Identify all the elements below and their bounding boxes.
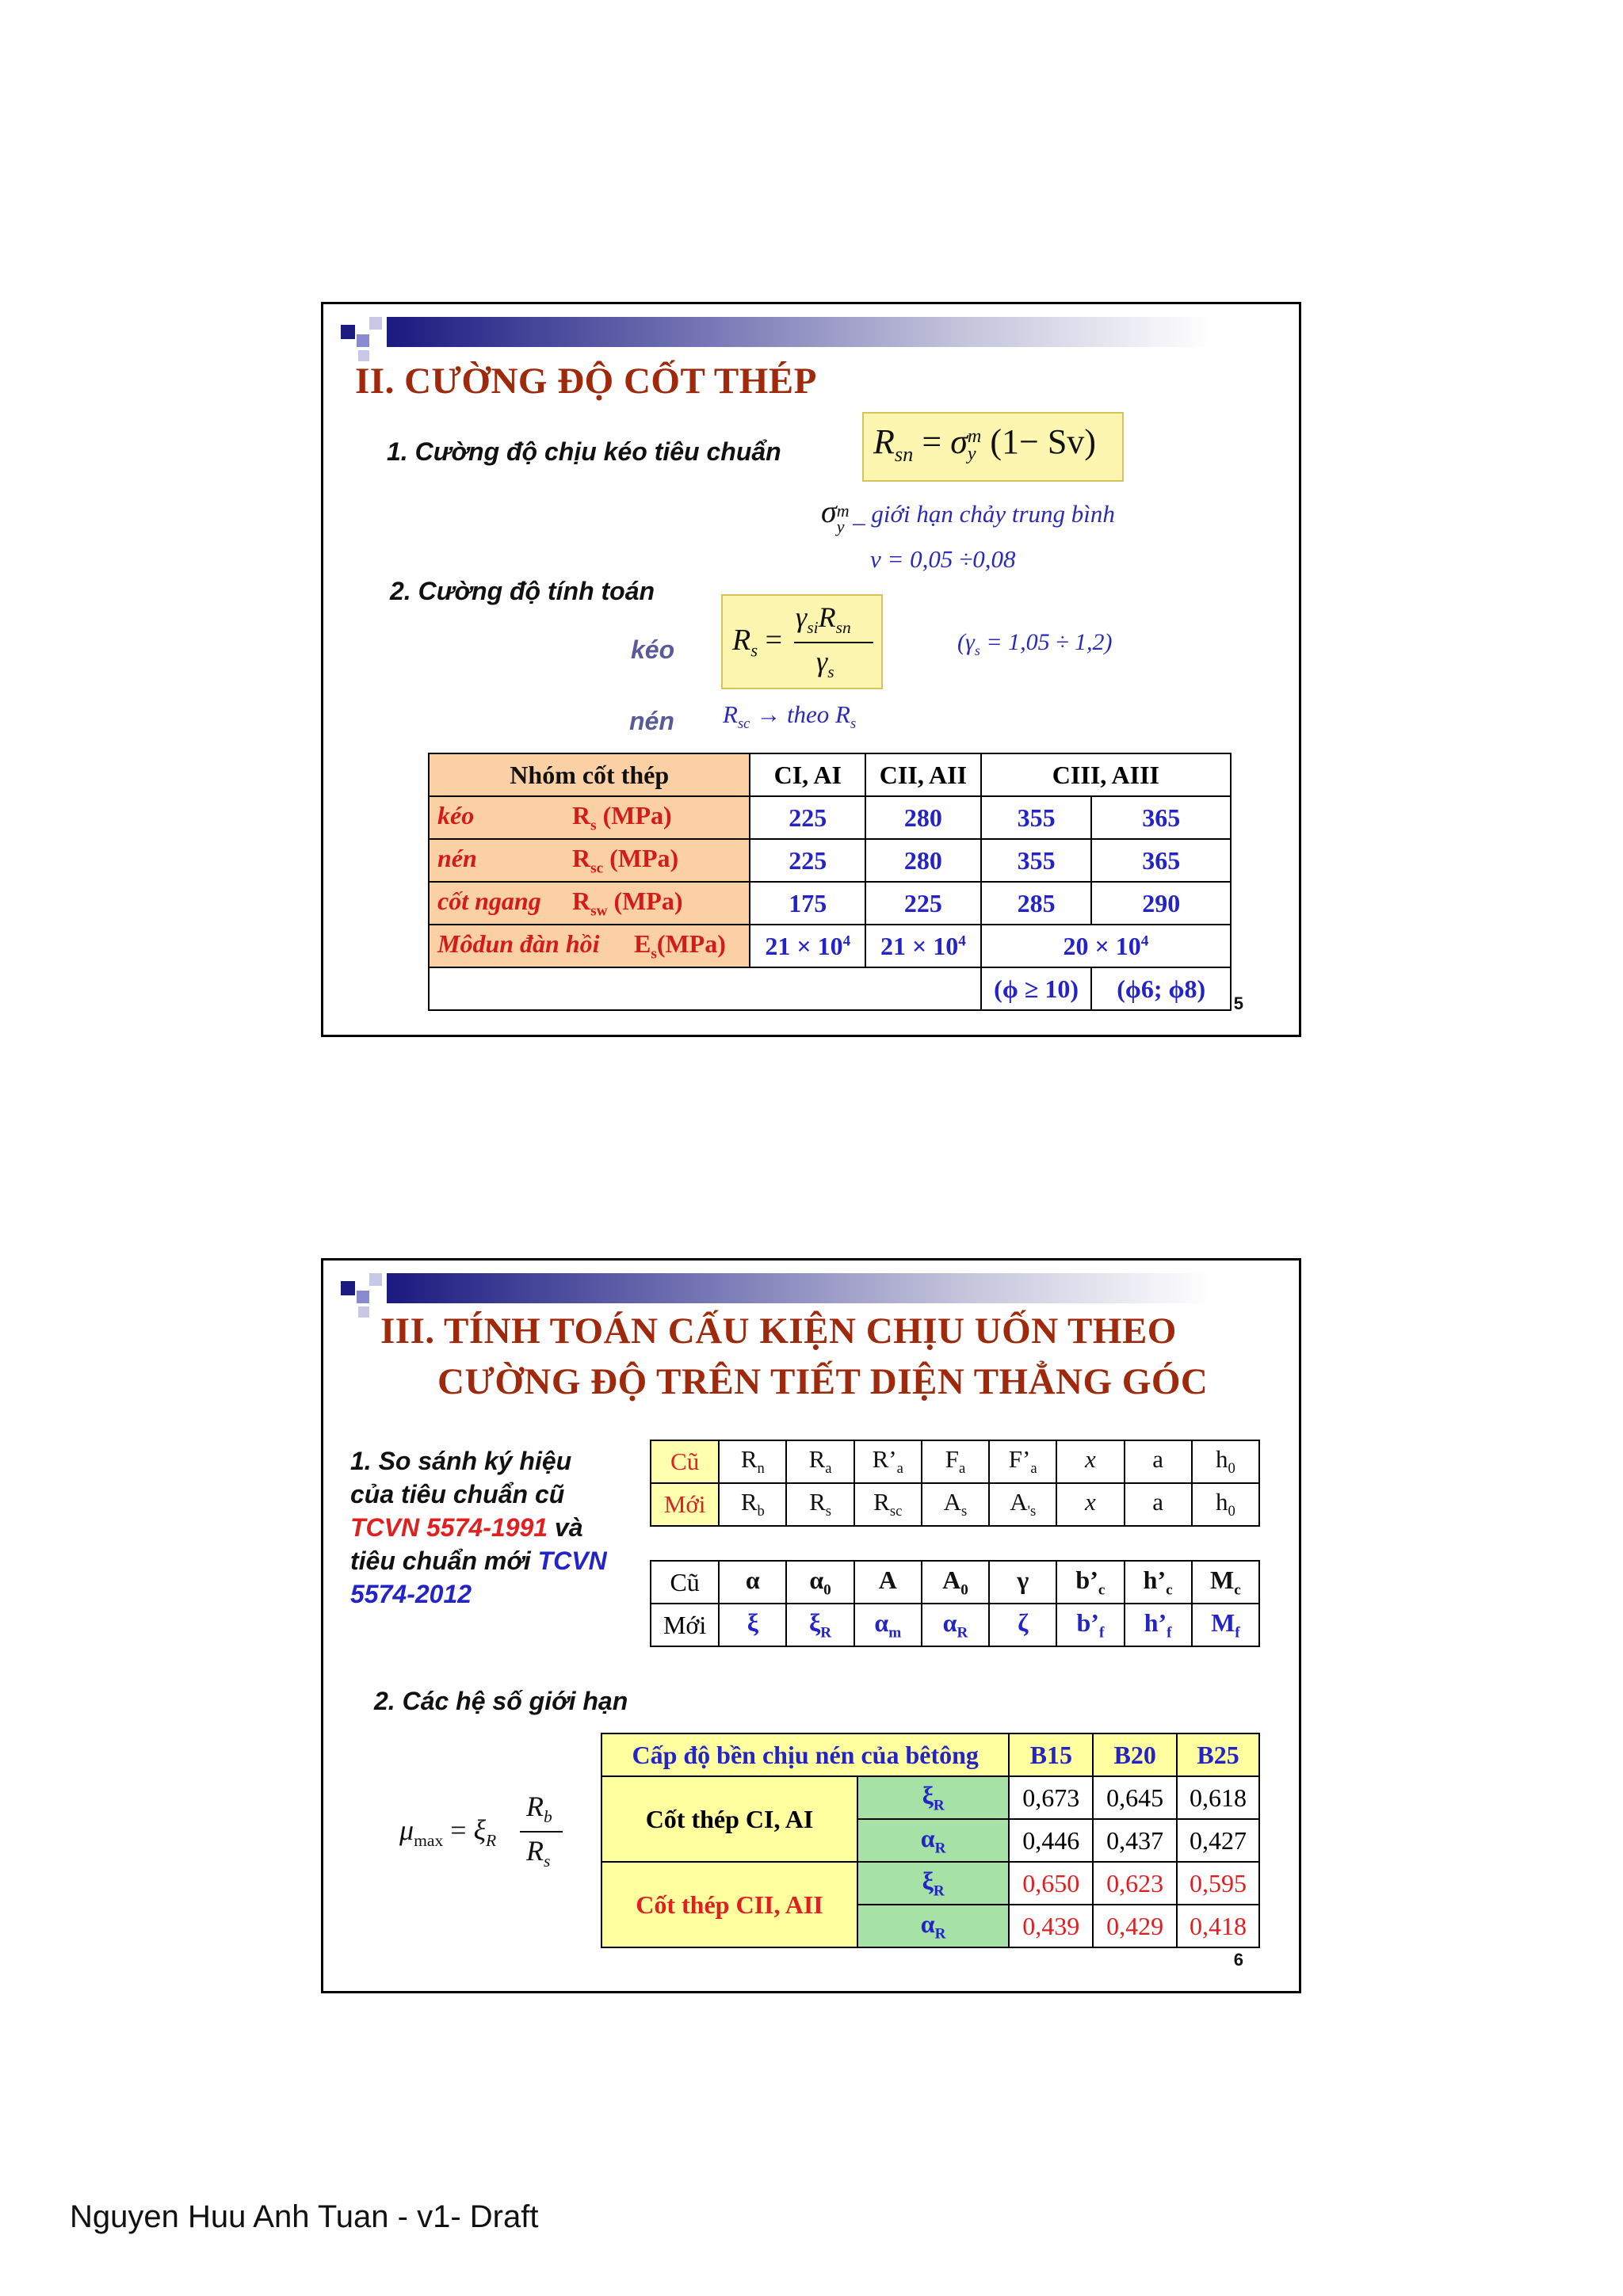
coef-symbol: ξ: [922, 1780, 934, 1810]
table-row: [429, 925, 1231, 967]
notation-symbol: α: [745, 1565, 760, 1594]
table-cell: 0,618: [1177, 1776, 1259, 1819]
formula-subscript: s: [750, 640, 758, 661]
notation-cell: [786, 1561, 854, 1604]
row-label-cell: Cũ: [651, 1561, 719, 1604]
table-header-row: [429, 753, 1231, 796]
notation-subscript: c: [1098, 1581, 1106, 1599]
table-cell: (ϕ ≥ 10): [981, 967, 1092, 1010]
notation-symbol: R’: [872, 1445, 897, 1474]
notation-symbol: b’: [1075, 1565, 1098, 1594]
table-cell: (ϕ6; ϕ8): [1091, 967, 1231, 1010]
exponent: 4: [842, 932, 851, 949]
gamma-range-note: [957, 629, 1113, 659]
notation-symbol: h’: [1143, 1565, 1167, 1594]
formula-subscript: si: [807, 618, 819, 638]
table-header-cell: B25: [1177, 1733, 1259, 1776]
row-label-cell: Cũ: [651, 1440, 719, 1483]
denominator-subscript: s: [544, 1852, 551, 1871]
notation-subscript: c: [1166, 1581, 1173, 1599]
exponent: 4: [958, 932, 966, 949]
table-cell: 285: [981, 882, 1092, 925]
item-2-heading: 2. Các hệ số giới hạn: [374, 1687, 628, 1715]
symbol-cell: [857, 1819, 1009, 1862]
table-cell: 0,418: [1177, 1905, 1259, 1947]
notation-cell: [922, 1440, 989, 1483]
formula-rs-denominator: [816, 645, 834, 682]
notation-symbol: h’: [1144, 1608, 1167, 1637]
fraction-bar: [520, 1831, 563, 1833]
table-cell: 290: [1091, 882, 1231, 925]
notation-cell: [1192, 1604, 1259, 1646]
formula-sigma: σ: [950, 422, 968, 461]
limit-coefficient-table: [601, 1733, 1260, 1948]
table-cell: 365: [1091, 796, 1231, 839]
table-header-cell: B15: [1009, 1733, 1093, 1776]
notation-symbol: A: [1010, 1488, 1028, 1516]
notation-comparison-table-1: [650, 1440, 1260, 1527]
notation-symbol: F’: [1008, 1445, 1031, 1474]
gamma-subscript: s: [974, 643, 980, 658]
notation-cell: [989, 1604, 1056, 1646]
row-label-cell: [429, 839, 750, 882]
numerator-subscript: b: [544, 1807, 552, 1827]
table-empty-cell: [429, 967, 981, 1010]
table-cell: [750, 925, 865, 967]
notation-subscript: a: [1030, 1460, 1037, 1478]
formula-rsn-box: [862, 412, 1124, 482]
mu-subscript: max: [414, 1831, 444, 1851]
sigma-description: _ giới hạn chảy trung bình: [853, 500, 1115, 528]
fraction-bar: [794, 642, 873, 643]
table-cell: 225: [750, 796, 865, 839]
item-1-heading: 1. Cường độ chịu kéo tiêu chuẩn: [387, 437, 781, 466]
notation-symbol: R: [809, 1488, 826, 1516]
row-subscript: sw: [590, 902, 608, 920]
notation-cell: [719, 1483, 786, 1526]
coef-subscript: R: [934, 1840, 946, 1857]
notation-symbol: b’: [1076, 1608, 1099, 1637]
formula-subscript: y: [967, 442, 976, 464]
table-row: [429, 839, 1231, 882]
slide-title: II. CƯỜNG ĐỘ CỐT THÉP: [355, 360, 817, 402]
table-cell: 175: [750, 882, 865, 925]
notation-symbol: a: [1152, 1488, 1164, 1516]
notation-symbol: F: [945, 1445, 959, 1474]
coef-subscript: R: [934, 1925, 946, 1943]
formula-superscript: m: [967, 425, 982, 448]
notation-comparison-table-2: [650, 1560, 1260, 1647]
notation-subscript: 0: [1228, 1503, 1235, 1520]
row-label: kéo: [437, 800, 475, 830]
formula-symbol: R: [873, 422, 895, 461]
table-cell: 0,446: [1009, 1819, 1093, 1862]
notation-symbol: R: [808, 1445, 826, 1474]
notation-subscript: sc: [889, 1503, 903, 1520]
notation-subscript: R: [957, 1624, 968, 1642]
notation-symbol: A: [943, 1488, 962, 1516]
group-label-cell: Cốt thép CII, AII: [601, 1862, 857, 1947]
notation-symbol: a: [1152, 1445, 1164, 1474]
heading-line: 1. So sánh ký hiệu: [350, 1447, 572, 1475]
coef-subscript: R: [933, 1797, 945, 1814]
sigma-note: [821, 493, 1115, 535]
notation-cell: [854, 1604, 922, 1646]
gamma-range: = 1,05 ÷ 1,2): [980, 629, 1113, 655]
notation-cell: [1192, 1561, 1259, 1604]
gamma-symbol: γ: [965, 629, 975, 655]
formula-equals: =: [450, 1814, 467, 1846]
notation-subscript: 's: [1027, 1503, 1037, 1520]
notation-subscript: f: [1235, 1624, 1240, 1642]
table-cell: 0,673: [1009, 1776, 1093, 1819]
exponent: 4: [1140, 932, 1149, 949]
modulus-value: 21 × 10: [880, 931, 959, 960]
formula-rsn: [873, 421, 1096, 467]
notation-symbol: α: [942, 1608, 957, 1637]
formula-gamma: γ: [816, 646, 828, 677]
modulus-value: 20 × 10: [1063, 931, 1141, 960]
notation-cell: [1056, 1604, 1124, 1646]
table-header-cell: Cấp độ bền chịu nén của bêtông: [601, 1733, 1009, 1776]
notation-subscript: f: [1167, 1624, 1172, 1642]
notation-subscript: a: [825, 1460, 832, 1478]
sigma-subscript: y: [836, 516, 845, 536]
formula-rest: (1− Sv): [990, 422, 1096, 461]
notation-symbol: h: [1215, 1445, 1228, 1474]
title-gradient-bar: [387, 317, 1211, 347]
table-row: [601, 1862, 1259, 1905]
notation-cell: [922, 1604, 989, 1646]
row-subscript: s: [590, 817, 597, 834]
notation-subscript: c: [1234, 1581, 1241, 1599]
new-standard: TCVN: [537, 1547, 607, 1575]
notation-cell: [1125, 1561, 1192, 1604]
table-cell: 0,650: [1009, 1862, 1093, 1905]
nen-arrow-text: → theo R: [750, 700, 850, 728]
table-row: [651, 1604, 1259, 1646]
mu-symbol: μ: [399, 1814, 414, 1846]
symbol-cell: [857, 1862, 1009, 1905]
new-standard: 5574-2012: [350, 1580, 472, 1608]
slide-6: [321, 1258, 1301, 1993]
notation-cell: [719, 1440, 786, 1483]
notation-cell: [989, 1483, 1056, 1526]
mu-max-formula: [399, 1790, 582, 1885]
row-subscript: s: [651, 945, 657, 963]
row-label: cốt ngang: [437, 886, 541, 915]
notation-symbol: R: [740, 1445, 758, 1474]
table-cell: 0,439: [1009, 1905, 1093, 1947]
symbol-cell: [857, 1776, 1009, 1819]
row-label: nén: [437, 843, 477, 872]
table-row: [651, 1440, 1259, 1483]
row-label: Môdun đàn hồi: [437, 929, 600, 958]
row-symbol: E: [634, 929, 651, 958]
notation-symbol: α: [809, 1565, 824, 1594]
notation-symbol: A: [942, 1565, 961, 1594]
row-symbol: R: [572, 886, 591, 915]
symbol-cell: [857, 1905, 1009, 1947]
row-unit: (MPa): [613, 886, 683, 915]
notation-cell: [719, 1604, 786, 1646]
footer-author: Nguyen Huu Anh Tuan - v1- Draft: [70, 2199, 539, 2234]
table-row: [651, 1561, 1259, 1604]
table-cell: 0,623: [1093, 1862, 1177, 1905]
table-header-cell: CII, AII: [865, 753, 981, 796]
keo-label: kéo: [631, 635, 675, 664]
coef-symbol: α: [920, 1909, 935, 1938]
numerator-symbol: R: [526, 1791, 544, 1822]
nen-symbol: R: [723, 700, 738, 728]
sigma-superscript: m: [836, 500, 850, 521]
item-1-heading: [350, 1444, 607, 1611]
heading-line: của tiêu chuẩn cũ: [350, 1480, 565, 1508]
notation-symbol: M: [1211, 1608, 1235, 1637]
notation-symbol: x: [1085, 1445, 1096, 1474]
nen-note: [723, 700, 856, 733]
notation-cell: [1125, 1604, 1192, 1646]
notation-cell: [989, 1561, 1056, 1604]
paren: (: [957, 629, 965, 655]
formula-subscript: sn: [894, 441, 914, 466]
formula-equals: =: [765, 624, 783, 657]
notation-cell: [1192, 1483, 1259, 1526]
notation-subscript: 0: [960, 1581, 968, 1599]
xi-subscript: R: [486, 1831, 497, 1851]
slide-title-line-1: III. TÍNH TOÁN CẤU KIỆN CHỊU UỐN THEO: [380, 1310, 1177, 1352]
notation-symbol: h: [1215, 1488, 1228, 1516]
table-cell: 365: [1091, 839, 1231, 882]
table-row: [429, 967, 1231, 1010]
notation-subscript: n: [757, 1460, 765, 1478]
notation-cell: [1125, 1483, 1192, 1526]
row-symbol: R: [572, 843, 591, 872]
formula-rs-numerator: [796, 601, 851, 638]
notation-symbol: ξ: [808, 1608, 821, 1637]
table-header-cell: CIII, AIII: [981, 753, 1231, 796]
table-cell: [865, 925, 981, 967]
formula-symbol: R: [818, 601, 836, 633]
notation-subscript: R: [820, 1624, 832, 1642]
denominator-symbol: R: [526, 1835, 544, 1867]
table-cell: 225: [750, 839, 865, 882]
table-cell: 280: [865, 796, 981, 839]
notation-subscript: m: [888, 1624, 902, 1642]
old-standard: TCVN 5574-1991: [350, 1513, 548, 1542]
notation-subscript: s: [961, 1503, 968, 1520]
table-header-cell: Nhóm cốt thép: [429, 753, 750, 796]
formula-gamma: γ: [796, 601, 808, 633]
table-cell: 0,595: [1177, 1862, 1259, 1905]
notation-symbol: α: [874, 1608, 889, 1637]
table-cell: 0,429: [1093, 1905, 1177, 1947]
table-cell: 225: [865, 882, 981, 925]
notation-symbol: ξ: [747, 1608, 758, 1637]
nen-subscript: s: [850, 715, 857, 733]
notation-symbol: M: [1210, 1565, 1235, 1594]
slide-title-line-2: CƯỜNG ĐỘ TRÊN TIẾT DIỆN THẲNG GÓC: [437, 1361, 1209, 1402]
table-cell: 355: [981, 796, 1092, 839]
table-row: [429, 882, 1231, 925]
steel-strength-table: [428, 753, 1232, 1011]
row-symbol: R: [572, 800, 591, 830]
coef-subscript: R: [933, 1882, 945, 1900]
notation-cell: [854, 1440, 922, 1483]
table-cell: 0,427: [1177, 1819, 1259, 1862]
heading-text: và: [548, 1513, 583, 1542]
row-unit: (MPa): [656, 929, 726, 958]
formula-rs-lhs: [732, 623, 782, 662]
notation-symbol: ζ: [1018, 1608, 1029, 1637]
notation-cell: [719, 1561, 786, 1604]
heading-line: [350, 1544, 607, 1577]
modulus-value: 21 × 10: [765, 931, 843, 960]
slide-5: [321, 302, 1301, 1037]
table-cell: [981, 925, 1231, 967]
row-unit: (MPa): [602, 800, 672, 830]
v-range-note: v = 0,05 ÷0,08: [870, 545, 1016, 573]
formula-symbol: R: [732, 624, 751, 657]
notation-cell: [922, 1483, 989, 1526]
notation-subscript: a: [958, 1460, 966, 1478]
page-number: 5: [1233, 994, 1243, 1013]
xi-symbol: ξ: [473, 1814, 486, 1846]
notation-cell: [786, 1604, 854, 1646]
notation-cell: [854, 1561, 922, 1604]
notation-cell: [922, 1561, 989, 1604]
notation-subscript: b: [757, 1503, 765, 1520]
table-row: [429, 796, 1231, 839]
table-header-row: [601, 1733, 1259, 1776]
coef-symbol: ξ: [922, 1866, 934, 1895]
notation-cell: [989, 1440, 1056, 1483]
notation-cell: [1192, 1440, 1259, 1483]
table-cell: 280: [865, 839, 981, 882]
formula-rs-box: [721, 594, 883, 689]
row-label-cell: [429, 925, 750, 967]
notation-cell: [854, 1483, 922, 1526]
notation-subscript: f: [1098, 1624, 1105, 1642]
table-header-cell: B20: [1093, 1733, 1177, 1776]
notation-subscript: a: [896, 1460, 903, 1478]
notation-symbol: A: [878, 1565, 897, 1594]
row-label-cell: [429, 796, 750, 839]
notation-cell: [786, 1483, 854, 1526]
notation-symbol: x: [1085, 1488, 1096, 1516]
notation-symbol: R: [873, 1488, 890, 1516]
nen-label: nén: [629, 707, 674, 735]
notation-subscript: 0: [823, 1581, 831, 1599]
table-row: [651, 1483, 1259, 1526]
item-2-heading: 2. Cường độ tính toán: [390, 577, 655, 605]
formula-subscript: s: [827, 662, 834, 682]
heading-text: tiêu chuẩn mới: [350, 1547, 538, 1575]
notation-cell: [1056, 1483, 1124, 1526]
notation-symbol: R: [740, 1488, 758, 1516]
table-row: [601, 1776, 1259, 1819]
heading-line: [350, 1511, 607, 1544]
notation-cell: [1056, 1561, 1124, 1604]
notation-subscript: 0: [1228, 1460, 1235, 1478]
notation-cell: [1056, 1440, 1124, 1483]
row-label-cell: [429, 882, 750, 925]
table-header-cell: CI, AI: [750, 753, 865, 796]
notation-cell: [786, 1440, 854, 1483]
sigma-symbol: σ: [821, 494, 837, 529]
page-number: 6: [1233, 1950, 1243, 1970]
row-label-cell: Mới: [651, 1604, 719, 1646]
nen-subscript: sc: [737, 715, 750, 733]
notation-subscript: s: [825, 1503, 832, 1520]
formula-equals: =: [922, 422, 942, 461]
row-unit: (MPa): [609, 843, 679, 872]
row-subscript: sc: [590, 860, 604, 877]
row-label-cell: Mới: [651, 1483, 719, 1526]
title-gradient-bar: [387, 1273, 1211, 1303]
coef-symbol: α: [920, 1823, 935, 1852]
formula-subscript: sn: [835, 618, 851, 638]
notation-cell: [1125, 1440, 1192, 1483]
notation-symbol: γ: [1017, 1565, 1029, 1594]
group-label-cell: Cốt thép CI, AI: [601, 1776, 857, 1862]
table-cell: 0,645: [1093, 1776, 1177, 1819]
table-cell: 0,437: [1093, 1819, 1177, 1862]
table-cell: 355: [981, 839, 1092, 882]
